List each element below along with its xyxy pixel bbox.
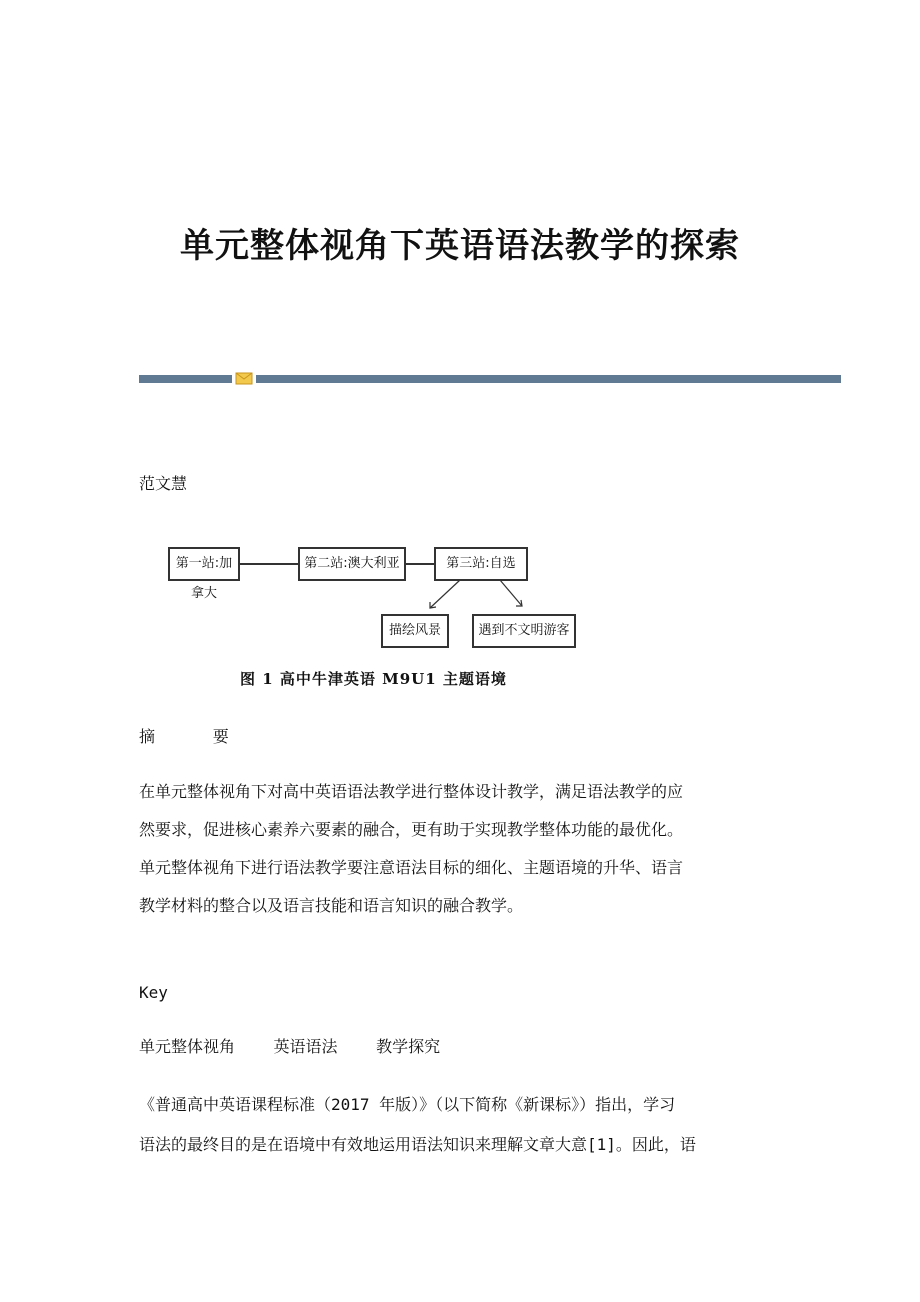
figure-box-scenery: 描绘风景 (381, 614, 449, 648)
figure-box-station-2: 第二站:澳大利亚 (298, 547, 406, 581)
envelope-icon (235, 372, 253, 385)
abstract-line: 在单元整体视角下对高中英语语法教学进行整体设计教学，满足语法教学的应 (139, 782, 684, 801)
figure-box-station-3: 第三站:自选 (434, 547, 528, 581)
abstract-line: 然要求，促进核心素养六要素的融合，更有助于实现教学整体功能的最优化。 (139, 820, 684, 839)
keywords-heading: Key (139, 983, 168, 1002)
title-divider-right (256, 375, 841, 383)
title-divider-left (139, 375, 232, 383)
figure-caption: 图 1 高中牛津英语 M9U1 主题语境 (240, 670, 507, 688)
body-line: 语法的最终目的是在语境中有效地运用语法知识来理解文章大意[1]。因此，语 (139, 1135, 696, 1154)
abstract-heading: 摘 要 (139, 727, 229, 746)
keywords-list: 单元整体视角 英语语法 教学探究 (139, 1037, 441, 1056)
abstract-paragraph (139, 782, 779, 916)
body-paragraph (139, 1095, 779, 1155)
abstract-line: 单元整体视角下进行语法教学要注意语法目标的细化、主题语境的升华、语言 (139, 858, 684, 877)
figure-box-tourists: 遇到不文明游客 (472, 614, 576, 648)
document-title: 单元整体视角下英语语法教学的探索 (180, 226, 740, 266)
abstract-line: 教学材料的整合以及语言技能和语言知识的融合教学。 (139, 896, 524, 915)
figure-box-station-1: 第一站:加拿大 (168, 547, 240, 581)
author-name: 范文慧 (139, 474, 188, 493)
body-line: 《普通高中英语课程标准（2017 年版）》（以下简称《新课标》）指出，学习 (139, 1095, 676, 1114)
